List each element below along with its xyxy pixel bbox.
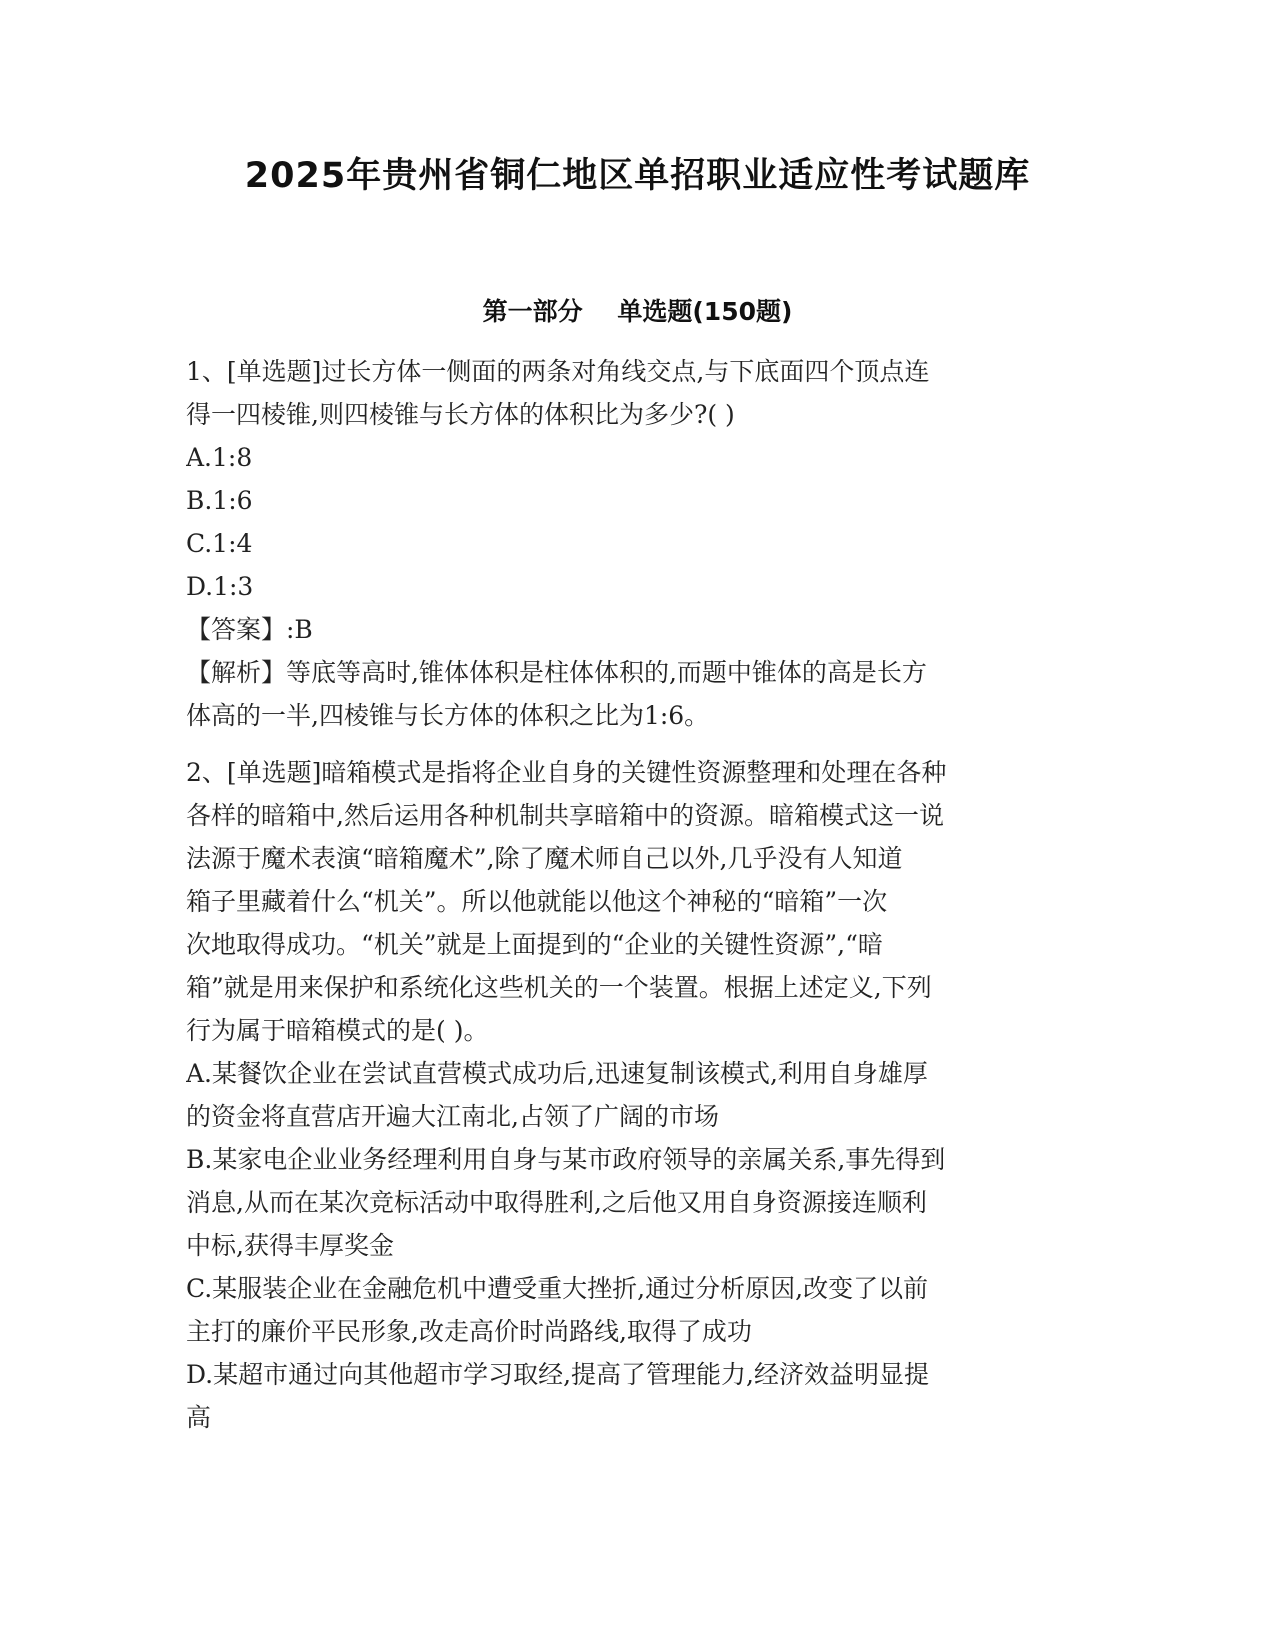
option-line: 中标,获得丰厚奖金: [186, 1231, 394, 1260]
document-title: 2025年贵州省铜仁地区单招职业适应性考试题库: [244, 156, 1031, 196]
option-line: 消息,从而在某次竞标活动中取得胜利,之后他又用自身资源接连顺利: [186, 1188, 927, 1217]
question-list: [186, 350, 1086, 1453]
option-line: 主打的廉价平民形象,改走高价时尚路线,取得了成功: [186, 1317, 752, 1346]
question-stem-line: 箱”就是用来保护和系统化这些机关的一个装置。根据上述定义,下列: [186, 973, 932, 1002]
option-c: [186, 1267, 1086, 1353]
question-stem-line: 次地取得成功。“机关”就是上面提到的“企业的关键性资源”,“暗: [186, 930, 883, 959]
question-stem-line: 2、[单选题]暗箱模式是指将企业自身的关键性资源整理和处理在各种: [186, 758, 947, 787]
question-stem-line: 各样的暗箱中,然后运用各种机制共享暗箱中的资源。暗箱模式这一说: [186, 801, 944, 830]
analysis-line: 体高的一半,四棱锥与长方体的体积之比为1:6。: [186, 701, 710, 730]
question-stem-line: 法源于魔术表演“暗箱魔术”,除了魔术师自己以外,几乎没有人知道: [186, 844, 903, 873]
option-d: D.1:3: [186, 572, 254, 601]
question-stem-line: 得一四棱锥,则四棱锥与长方体的体积比为多少?( ): [186, 400, 735, 429]
option-b: B.1:6: [186, 486, 253, 515]
option-line: 的资金将直营店开遍大江南北,占领了广阔的市场: [186, 1102, 719, 1131]
option-line: A.某餐饮企业在尝试直营模式成功后,迅速复制该模式,利用自身雄厚: [186, 1059, 928, 1088]
option-c: C.1:4: [186, 529, 253, 558]
analysis-line: 【解析】等底等高时,锥体体积是柱体体积的,而题中锥体的高是长方: [186, 658, 927, 687]
option-d: [186, 1353, 1086, 1439]
question-stem-line: 1、[单选题]过长方体一侧面的两条对角线交点,与下底面四个顶点连: [186, 357, 930, 386]
option-line: B.某家电企业业务经理利用自身与某市政府领导的亲属关系,事先得到: [186, 1145, 946, 1174]
option-a: [186, 1052, 1086, 1138]
option-line: C.某服装企业在金融危机中遭受重大挫折,通过分析原因,改变了以前: [186, 1274, 929, 1303]
option-line: D.某超市通过向其他超市学习取经,提高了管理能力,经济效益明显提: [186, 1360, 929, 1389]
option-b: [186, 1138, 1086, 1267]
option-line: 高: [186, 1403, 212, 1432]
option-a: A.1:8: [186, 443, 253, 472]
answer-line: 【答案】:B: [186, 615, 313, 644]
question-2: [186, 751, 1086, 1439]
section-title: 第一部分 单选题(150题): [482, 297, 793, 326]
question-stem-line: 箱子里藏着什么“机关”。所以他就能以他这个神秘的“暗箱”一次: [186, 887, 888, 916]
question-stem-line: 行为属于暗箱模式的是( )。: [186, 1016, 489, 1045]
question-1: [186, 350, 1086, 737]
